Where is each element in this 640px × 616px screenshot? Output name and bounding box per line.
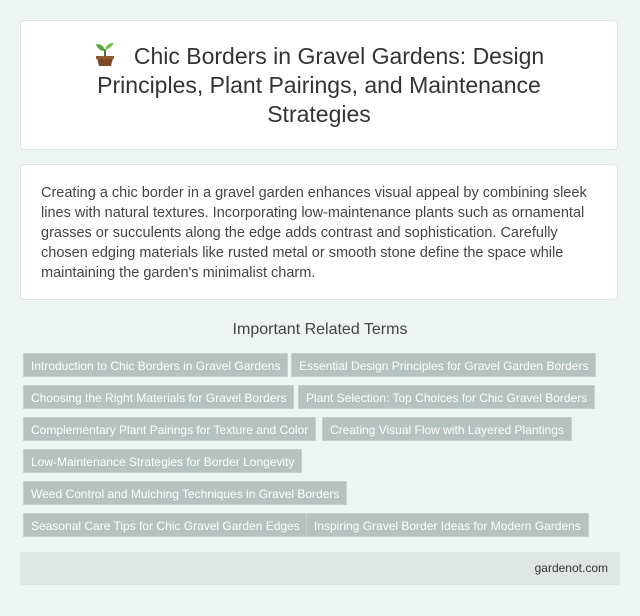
related-term-tag[interactable]: Weed Control and Mulching Techniques in Gravel Borders [23,481,347,505]
related-term-tag[interactable]: Plant Selection: Top Choices for Chic Gravel Borders [298,385,595,409]
related-term-tag[interactable]: Inspiring Gravel Border Ideas for Modern Gardens [306,513,589,537]
intro-card [20,164,618,300]
related-term-tag[interactable]: Creating Visual Flow with Layered Plantings [322,417,572,441]
page-title [21,42,617,129]
related-term-tag[interactable]: Essential Design Principles for Gravel Garden Borders [291,353,596,377]
footer [20,552,620,585]
related-term-tag[interactable]: Low-Maintenance Strategies for Border Longevity [23,449,302,473]
footer-site-link[interactable]: gardenot.com [534,561,608,575]
page-title-text: Chic Borders in Gravel Gardens: Design Principles, Plant Pairings, and Maintenance Strategies [97,42,545,127]
related-terms-heading: Important Related Terms [232,321,408,338]
intro-paragraph: Creating a chic border in a gravel garden enhances visual appeal by combining sleek lines with natural textures. Incorporating low-maintenance plants such as ornamental grasses or succulents along the edge adds contrast and sophistication. Carefully chosen edging materials like rusted metal or smooth stone define the space while maintaining the garden's minimalist charm. [41,185,587,281]
related-term-tag[interactable]: Complementary Plant Pairings for Texture and Color [23,417,316,441]
related-term-tag[interactable]: Choosing the Right Materials for Gravel Borders [23,385,294,409]
title-card [20,20,618,150]
related-term-tag[interactable]: Seasonal Care Tips for Chic Gravel Garden Edges [23,513,308,537]
sprout-icon [94,43,116,67]
related-term-tag[interactable]: Introduction to Chic Borders in Gravel Gardens [23,353,288,377]
